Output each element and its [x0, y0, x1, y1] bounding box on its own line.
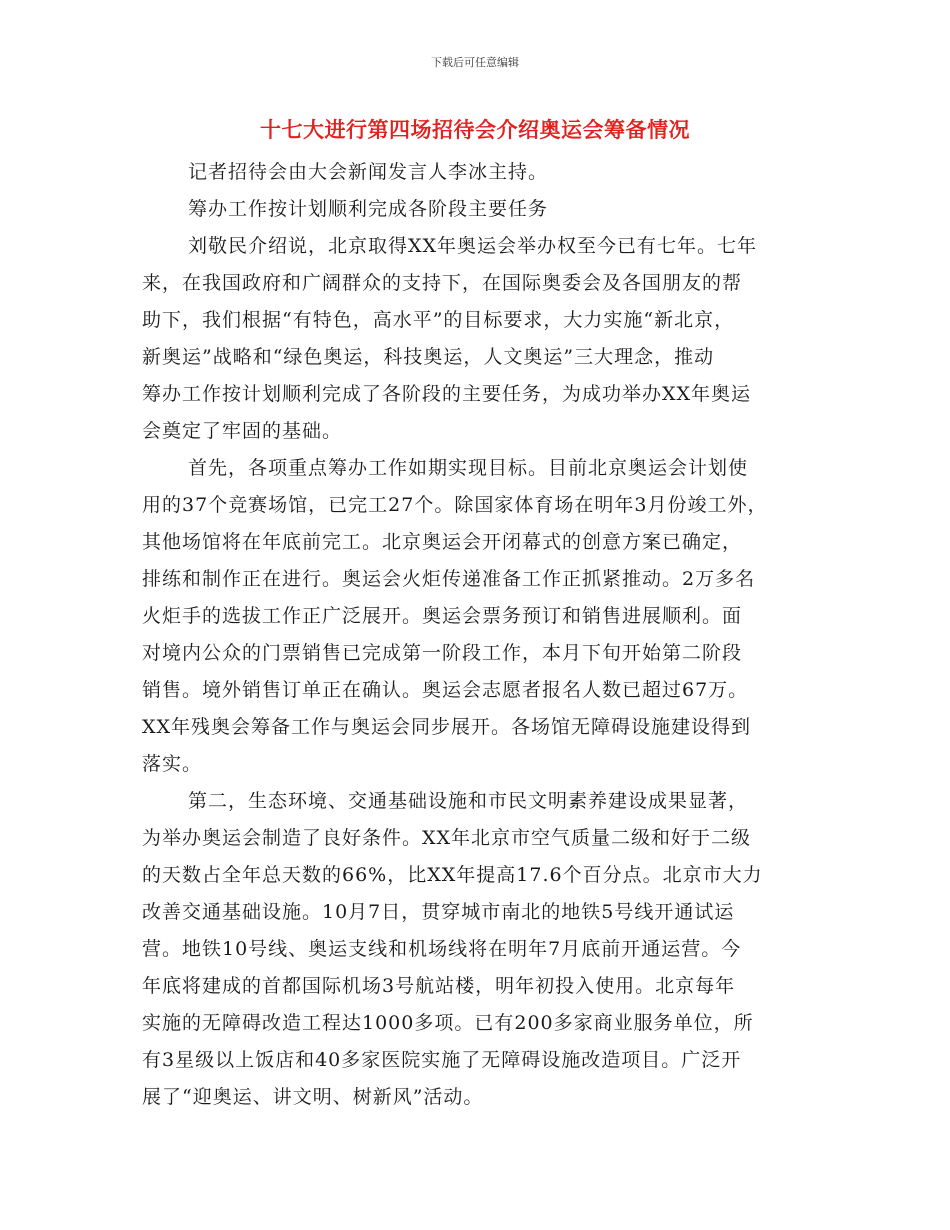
text-line: 改善交通基础设施。10月7日，贯穿城市南北的地铁5号线开通试运 — [142, 901, 735, 923]
document-title: 十七大进行第四场招待会介绍奥运会筹备情况 — [260, 117, 690, 142]
text-line: 销售。境外销售订单正在确认。奥运会志愿者报名人数已超过67万。 — [142, 679, 749, 701]
text-line: 年底将建成的首都国际机场3号航站楼，明年初投入使用。北京每年 — [142, 975, 736, 997]
document-body — [142, 154, 826, 1116]
text-line: 筹办工作按计划顺利完成各阶段主要任务 — [188, 198, 549, 220]
text-line: 实施的无障碍改造工程达1000多项。已有200多家商业服务单位，所 — [142, 1012, 754, 1034]
text-line: 第二，生态环境、交通基础设施和市民文明素养建设成果显著， — [188, 790, 749, 812]
text-line: 来，在我国政府和广阔群众的支持下，在国际奥委会及各国朋友的帮 — [142, 272, 743, 294]
text-line: 的天数占全年总天数的66%，比XX年提高17.6个百分点。北京市大力 — [142, 864, 763, 886]
text-line: XX年残奥会筹备工作与奥运会同步展开。各场馆无障碍设施建设得到 — [142, 716, 752, 738]
text-line: 火炬手的选拔工作正广泛展开。奥运会票务预订和销售进展顺利。面 — [142, 605, 743, 627]
text-line: 其他场馆将在年底前完工。北京奥运会开闭幕式的创意方案已确定， — [142, 531, 743, 553]
text-line: 对境内公众的门票销售已完成第一阶段工作，本月下旬开始第二阶段 — [142, 642, 743, 664]
text-line: 排练和制作正在进行。奥运会火炬传递准备工作正抓紧推动。2万多名 — [142, 568, 756, 590]
text-line: 营。地铁10号线、奥运支线和机场线将在明年7月底前开通运营。今 — [142, 938, 742, 960]
text-line: 首先，各项重点筹办工作如期实现目标。目前北京奥运会计划使 — [188, 457, 749, 479]
header-note: 下载后可任意编辑 — [431, 56, 519, 69]
text-line: 有3星级以上饭店和40多家医院实施了无障碍设施改造项目。广泛开 — [142, 1049, 742, 1071]
text-line: 落实。 — [142, 753, 203, 775]
text-line: 会奠定了牢固的基础。 — [142, 420, 343, 442]
text-line: 助下，我们根据“有特色，高水平”的目标要求，大力实施“新北京， — [142, 309, 735, 331]
text-line: 展了“迎奥运、讲文明、树新风”活动。 — [142, 1086, 484, 1108]
text-line: 新奥运”战略和“绿色奥运，科技奥运，人文奥运”三大理念，推动 — [142, 346, 715, 368]
text-line: 筹办工作按计划顺利完成了各阶段的主要任务，为成功举办XX年奥运 — [142, 383, 752, 405]
text-line: 用的37个竞赛场馆，已完工27个。除国家体育场在明年3月份竣工外， — [142, 494, 768, 516]
text-line: 为举办奥运会制造了良好条件。XX年北京市空气质量二级和好于二级 — [142, 827, 752, 849]
text-line: 记者招待会由大会新闻发言人李冰主持。 — [188, 161, 549, 183]
text-line: 刘敬民介绍说，北京取得XX年奥运会举办权至今已有七年。七年 — [188, 235, 758, 257]
